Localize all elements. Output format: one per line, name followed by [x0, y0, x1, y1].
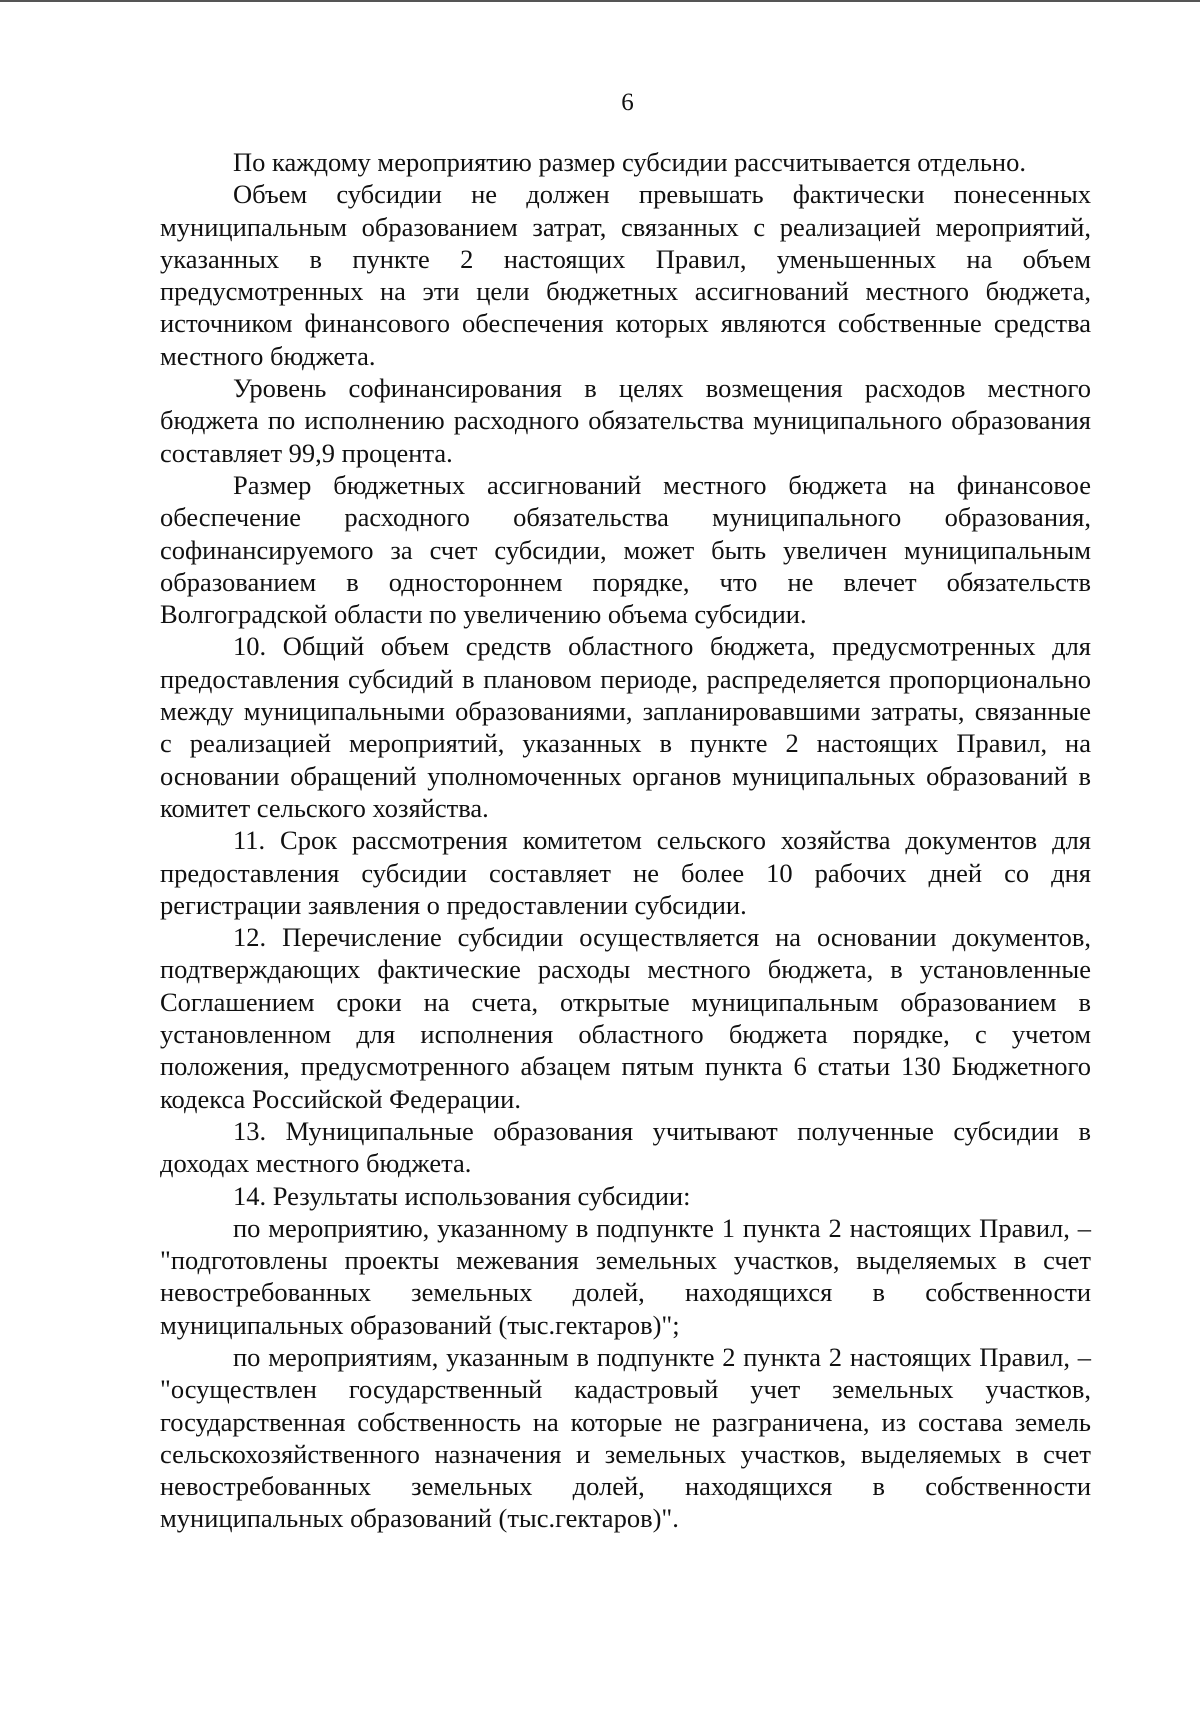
- page-number: 6: [621, 89, 634, 116]
- paragraph-item-14: 14. Результаты использования субсидии:: [233, 1180, 691, 1211]
- paragraph-budget-allocations: Размер бюджетных ассигнований местного бюджета на финансовое обеспечение расходного обязательства муниципального образования, софинансируемого за счет субсидии, может быть увеличен муниципальным образованием в одностороннем порядке, что не влечет обязательств Волгоградской области по увеличению объема субсидии.: [160, 469, 1091, 630]
- scan-top-edge: [0, 0, 1200, 2]
- paragraph-cofinancing-level: Уровень софинансирования в целях возмещения расходов местного бюджета по исполнению расходного обязательства муниципального образования составляет 99,9 процента.: [160, 373, 1091, 468]
- paragraph-item-13: 13. Муниципальные образования учитывают полученные субсидии в доходах местного бюджета.: [160, 1115, 1091, 1179]
- document-body: [160, 146, 1091, 1535]
- paragraph-subsidy-volume: Объем субсидии не должен превышать фактически понесенных муниципальным образованием затрат, связанных с реализацией мероприятий, указанных в пункте 2 настоящих Правил, уменьшенных на объем предусмотренных на эти цели бюджетных ассигнований местного бюджета, источником финансового обеспечения которых являются собственные средства местного бюджета.: [160, 179, 1091, 371]
- paragraph-result-subitem-1: по мероприятию, указанному в подпункте 1 пункта 2 настоящих Правил, – "подготовлены проекты межевания земельных участков, выделяемых в счет невостребованных земельных долей, находящихся в собственности муниципальных образований (тыс.гектаров)";: [160, 1212, 1091, 1340]
- paragraph-item-12: 12. Перечисление субсидии осуществляется на основании документов, подтверждающих фактические расходы местного бюджета, в установленные Соглашением сроки на счета, открытые муниципальным образованием в установленном для исполнения областного бюджета порядке, с учетом положения, предусмотренного абзацем пятым пункта 6 статьи 130 Бюджетного кодекса Российской Федерации.: [160, 922, 1091, 1114]
- paragraph-item-11: 11. Срок рассмотрения комитетом сельского хозяйства документов для предоставления субсидии составляет не более 10 рабочих дней со дня регистрации заявления о предоставлении субсидии.: [160, 825, 1091, 920]
- paragraph-result-subitem-2: по мероприятиям, указанным в подпункте 2 пункта 2 настоящих Правил, – "осуществлен государственный кадастровый учет земельных участков, государственная собственность на которые не разграничена, из состава земель сельскохозяйственного назначения и земельных участков, выделяемых в счет невостребованных земельных долей, находящихся в собственности муниципальных образований (тыс.гектаров)".: [160, 1341, 1091, 1534]
- paragraph-subsidy-calculation: По каждому мероприятию размер субсидии рассчитывается отдельно.: [233, 147, 1026, 177]
- paragraph-item-10: 10. Общий объем средств областного бюджета, предусмотренных для предоставления субсидий в плановом периоде, распределяется пропорционально между муниципальными образованиями, запланировавшими затраты, связанные с реализацией мероприятий, указанных в пункте 2 настоящих Правил, на основании обращений уполномоченных органов муниципальных образований в комитет сельского хозяйства.: [160, 631, 1091, 823]
